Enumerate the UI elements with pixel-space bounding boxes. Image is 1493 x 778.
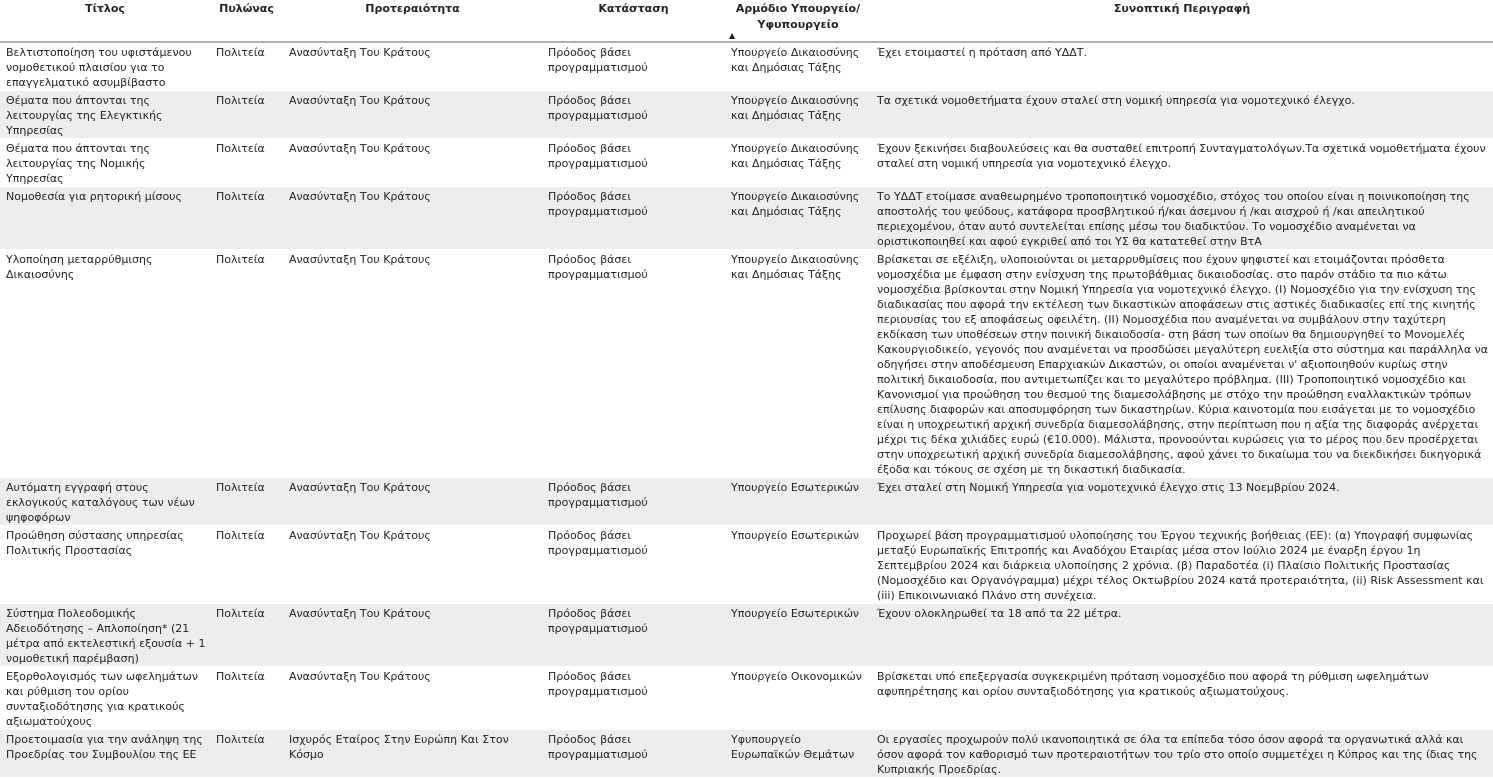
cell-priority: Ανασύνταξη Του Κράτους: [283, 91, 542, 139]
cell-pillar: Πολιτεία: [210, 187, 283, 250]
cell-description: Προχωρεί βάση προγραμματισμού υλοποίησης του Έργου τεχνικής βοήθειας (ΕΕ): (α) Υπογραφή συμφωνίας μεταξύ Ευρωπαϊκής Επιτροπής και Αναδόχου Εταιρίας μέσα στον Ιούλιο 2024 με έναρξη έργου 1η Σεπτεμβρίου 2024 και διάρκεια υλοποίησης 2 χρόνια. (β) Παραδοτέα (i) Πλαίσιο Πολιτικής Προστασίας (Νομοσχέδιο και Οργανόγραμμα) μέχρι τέλος Οκτωβρίου 2024 κατά προτεραιότητα, (ii) Risk Assessment και (iii) Επικοινωνιακό Πλάνο στη συνέχεια.: [877, 529, 1484, 602]
cell-pillar: Πολιτεία: [216, 253, 265, 266]
column-header-priority[interactable]: [283, 0, 542, 42]
cell-title: Σύστημα Πολεοδομικής Αδειοδότησης – Απλοποίηση* (21 μέτρα από εκτελεστική εξουσία + 1 νομοθετική παρέμβαση): [0, 604, 210, 667]
cell-status: Πρόοδος βάσει προγραμματισμού: [542, 730, 725, 778]
table-row[interactable]: [0, 187, 1493, 250]
cell-description: Βρίσκεται σε εξέλιξη, υλοποιούνται οι μεταρρυθμίσεις που έχουν ψηφιστεί και ετοιμάζονται πρόσθετα νομοσχέδια με έμφαση στην ενίσχυση της πρωτοβάθμιας δικαιοδοσίας. στο παρόν στάδιο τα πιο κάτω νομοσχέδια βρίσκονται στην Νομική Υπηρεσία για νομοτεχνικό έλεγχο. (I) Νομοσχέδιο για την ενίσχυση της διαδικασίας που αφορά την εκτέλεση των δικαστικών αποφάσεων στις αστικές διαδικασίες επί της κινητής περιουσίας του εξ αποφάσεως οφειλέτη. (II) Νομοσχέδια που αναμένεται να συμβάλουν στην ταχύτερη εκδίκαση των υποθέσεων στην ποινική δικαιοδοσία- στη βάση των οποίων θα δημιουργηθεί το Μονομελές Κακουργιοδικείο, γεγονός που αναμένεται να προσδώσει μεγαλύτερη ευελιξία στο σύστημα και παράλληλα να οδηγήσει στην αποδέσμευση Επαρχιακών Δικαστών, οι οποίοι αναμένεται ν' αξιοποιηθούν κυρίως στην πολιτική δικαιοδοσία, που αντιμετωπίζει και το μεγαλύτερο πρόβλημα. (III) Τροποποιητικό νομοσχέδιο και Κανονισμοί για προώθηση του θεσμού της διαμεσολάβησης με στόχο την προώθηση εναλλακτικών τρόπων επίλυσης διαφορών και αποσυμφόρηση των δικαστηρίων. Κύρια καινοτομία που εισάγεται με το νομοσχέδιο είναι η υποχρεωτική αρχική συνεδρία διαμεσολάβησης, στην περίπτωση που η αξία της διαφοράς ανέρχεται μέχρι τις δέκα χιλιάδες ευρώ (€10.000). Μάλιστα, προνοούνται κυρώσεις για το μέρος που δεν προσέρχεται στην υποχρεωτική αρχική συνεδρία διαμεσολάβησης, αφού χάνει το δικαίωμα του να διεκδικήσει δικηγορικά έξοδα και τόκους σε σχέση με τη δικαστική διαδικασία.: [877, 253, 1488, 476]
cell-ministry: Υπουργείο Εσωτερικών: [725, 604, 871, 667]
cell-title: Εξορθολογισμός των ωφελημάτων και ρύθμιση του ορίου συνταξιοδότησης για κρατικούς αξιωματούχους: [6, 670, 198, 728]
cell-title: Προώθηση σύστασης υπηρεσίας Πολιτικής Προστασίας: [6, 529, 184, 557]
column-header-label: Πυλώνας: [219, 2, 274, 15]
cell-ministry: Υπουργείο Οικονομικών: [731, 670, 862, 683]
cell-ministry: Υπουργείο Δικαιοσύνης και Δημόσιας Τάξης: [731, 46, 860, 74]
table-body: [0, 42, 1493, 778]
cell-title: Υλοποίηση μεταρρύθμισης Δικαιοσύνης: [6, 253, 153, 281]
cell-status: Πρόοδος βάσει προγραμματισμού: [542, 478, 725, 526]
column-header-ministry[interactable]: [725, 0, 871, 42]
cell-priority: Ανασύνταξη Του Κράτους: [283, 604, 542, 667]
cell-pillar: Πολιτεία: [210, 91, 283, 139]
cell-priority: Ανασύνταξη Του Κράτους: [289, 253, 431, 266]
cell-ministry: Υπουργείο Εσωτερικών: [731, 529, 860, 542]
cell-description: Το ΥΔΔΤ ετοίμασε αναθεωρημένο τροποποιητικό νομοσχέδιο, στόχος του οποίου είναι η ποινικοποίηση της αποστολής του ψεύδους, κατάφορα προσβλητικού ή/και άσεμνου ή /και αισχρού ή /και απειλητικού περιεχομένου, όταν αυτό συντελείται επίσης μέσω του διαδικτύου. Το νομοσχέδιο αναμένεται να οριστικοποιηθεί και αφού εγκριθεί από τοι ΥΣ θα κατατεθεί στην ΒτΑ: [871, 187, 1493, 250]
column-header-label: Τίτλος: [85, 2, 125, 15]
cell-ministry: Υπουργείο Δικαιοσύνης και Δημόσιας Τάξης: [731, 142, 860, 170]
cell-description: Οι εργασίες προχωρούν πολύ ικανοποιητικά σε όλα τα επίπεδα τόσο όσον αφορά τα οργανωτικά αλλά και όσον αφορά τον καθορισμό των προτεραιοτήτων του τρίο στο οποίο συμμετέχει η Κύπρος και της ίδιας της Κυπριακής Προεδρίας.: [871, 730, 1493, 778]
column-header-description[interactable]: [871, 0, 1493, 42]
cell-priority: Ανασύνταξη Του Κράτους: [289, 670, 431, 683]
cell-pillar: Πολιτεία: [216, 670, 265, 683]
cell-status: Πρόοδος βάσει προγραμματισμού: [548, 46, 648, 74]
cell-description: Έχουν ξεκινήσει διαβουλεύσεις και θα συσταθεί επιτροπή Συνταγματολόγων.Τα σχετικά νομοθετήματα έχουν σταλεί στη νομική υπηρεσία για νομοτεχνικό έλεγχο.: [877, 142, 1486, 170]
cell-description: Τα σχετικά νομοθετήματα έχουν σταλεί στη νομική υπηρεσία για νομοτεχνικό έλεγχο.: [871, 91, 1493, 139]
column-header-pillar[interactable]: [210, 0, 283, 42]
cell-title: Προετοιμασία για την ανάληψη της Προεδρίας του Συμβουλίου της ΕΕ: [0, 730, 210, 778]
cell-description: Βρίσκεται υπό επεξεργασία συγκεκριμένη πρόταση νομοσχέδιο που αφορά τη ρύθμιση ωφελημάτων αφυπηρέτησης και ορίου συνταξιοδότησης για κρατικούς αξιωματούχους.: [877, 670, 1429, 698]
table-row[interactable]: [0, 730, 1493, 778]
cell-status: Πρόοδος βάσει προγραμματισμού: [548, 529, 648, 557]
column-header-label: Κατάσταση: [598, 2, 669, 15]
cell-status: Πρόοδος βάσει προγραμματισμού: [548, 142, 648, 170]
table-row[interactable]: [0, 91, 1493, 139]
cell-pillar: Πολιτεία: [216, 142, 265, 155]
cell-ministry: Υπουργείο Εσωτερικών: [725, 478, 871, 526]
sort-ascending-icon[interactable]: ▲: [729, 31, 736, 40]
cell-pillar: Πολιτεία: [216, 46, 265, 59]
cell-priority: Ανασύνταξη Του Κράτους: [283, 187, 542, 250]
table-row[interactable]: [0, 139, 1493, 187]
cell-title: Νομοθεσία για ρητορική μίσους: [0, 187, 210, 250]
table-row[interactable]: [0, 667, 1493, 730]
cell-pillar: Πολιτεία: [210, 604, 283, 667]
cell-ministry: Υπουργείο Δικαιοσύνης και Δημόσιας Τάξης: [725, 91, 871, 139]
table-row[interactable]: [0, 42, 1493, 91]
column-header-title[interactable]: [0, 0, 210, 42]
column-header-status[interactable]: [542, 0, 725, 42]
table-header-row: [0, 0, 1493, 42]
column-header-label: Αρμόδιο Υπουργείο/ Υφυπουργείο: [735, 2, 861, 31]
cell-title: Θέματα που άπτονται της λειτουργίας της Ελεγκτικής Υπηρεσίας: [0, 91, 210, 139]
cell-title: Θέματα που άπτονται της λειτουργίας της Νομικής Υπηρεσίας: [6, 142, 150, 185]
cell-ministry: Υφυπουργείο Ευρωπαϊκών Θεμάτων: [725, 730, 871, 778]
table-row[interactable]: [0, 526, 1493, 604]
column-header-label: Προτεραιότητα: [365, 2, 460, 15]
cell-priority: Ανασύνταξη Του Κράτους: [289, 529, 431, 542]
table-row[interactable]: [0, 250, 1493, 478]
cell-status: Πρόοδος βάσει προγραμματισμού: [542, 604, 725, 667]
cell-priority: Ανασύνταξη Του Κράτους: [289, 46, 431, 59]
cell-status: Πρόοδος βάσει προγραμματισμού: [542, 187, 725, 250]
column-header-label: Συνοπτική Περιγραφή: [1113, 2, 1251, 15]
cell-pillar: Πολιτεία: [210, 478, 283, 526]
cell-ministry: Υπουργείο Δικαιοσύνης και Δημόσιας Τάξης: [731, 253, 860, 281]
cell-pillar: Πολιτεία: [216, 529, 265, 542]
cell-title: Βελτιστοποίηση του υφιστάμενου νομοθετικού πλαισίου για το επαγγελματικό ασυμβίβαστο: [6, 46, 192, 89]
cell-priority: Ισχυρός Εταίρος Στην Ευρώπη Και Στον Κόσμο: [283, 730, 542, 778]
cell-description: Έχει σταλεί στη Νομική Υπηρεσία για νομοτεχνικό έλεγχο στις 13 Νοεμβρίου 2024.: [871, 478, 1493, 526]
cell-priority: Ανασύνταξη Του Κράτους: [283, 478, 542, 526]
cell-description: Έχει ετοιμαστεί η πρόταση από ΥΔΔΤ.: [877, 46, 1087, 59]
cell-pillar: Πολιτεία: [210, 730, 283, 778]
cell-title: Αυτόματη εγγραφή στους εκλογικούς καταλόγους των νέων ψηφοφόρων: [0, 478, 210, 526]
table-row[interactable]: [0, 604, 1493, 667]
cell-status: Πρόοδος βάσει προγραμματισμού: [542, 91, 725, 139]
cell-priority: Ανασύνταξη Του Κράτους: [289, 142, 431, 155]
cell-status: Πρόοδος βάσει προγραμματισμού: [548, 670, 648, 698]
cell-status: Πρόοδος βάσει προγραμματισμού: [548, 253, 648, 281]
table-row[interactable]: [0, 478, 1493, 526]
cell-description: Έχουν ολοκληρωθεί τα 18 από τα 22 μέτρα.: [871, 604, 1493, 667]
cell-ministry: Υπουργείο Δικαιοσύνης και Δημόσιας Τάξης: [725, 187, 871, 250]
